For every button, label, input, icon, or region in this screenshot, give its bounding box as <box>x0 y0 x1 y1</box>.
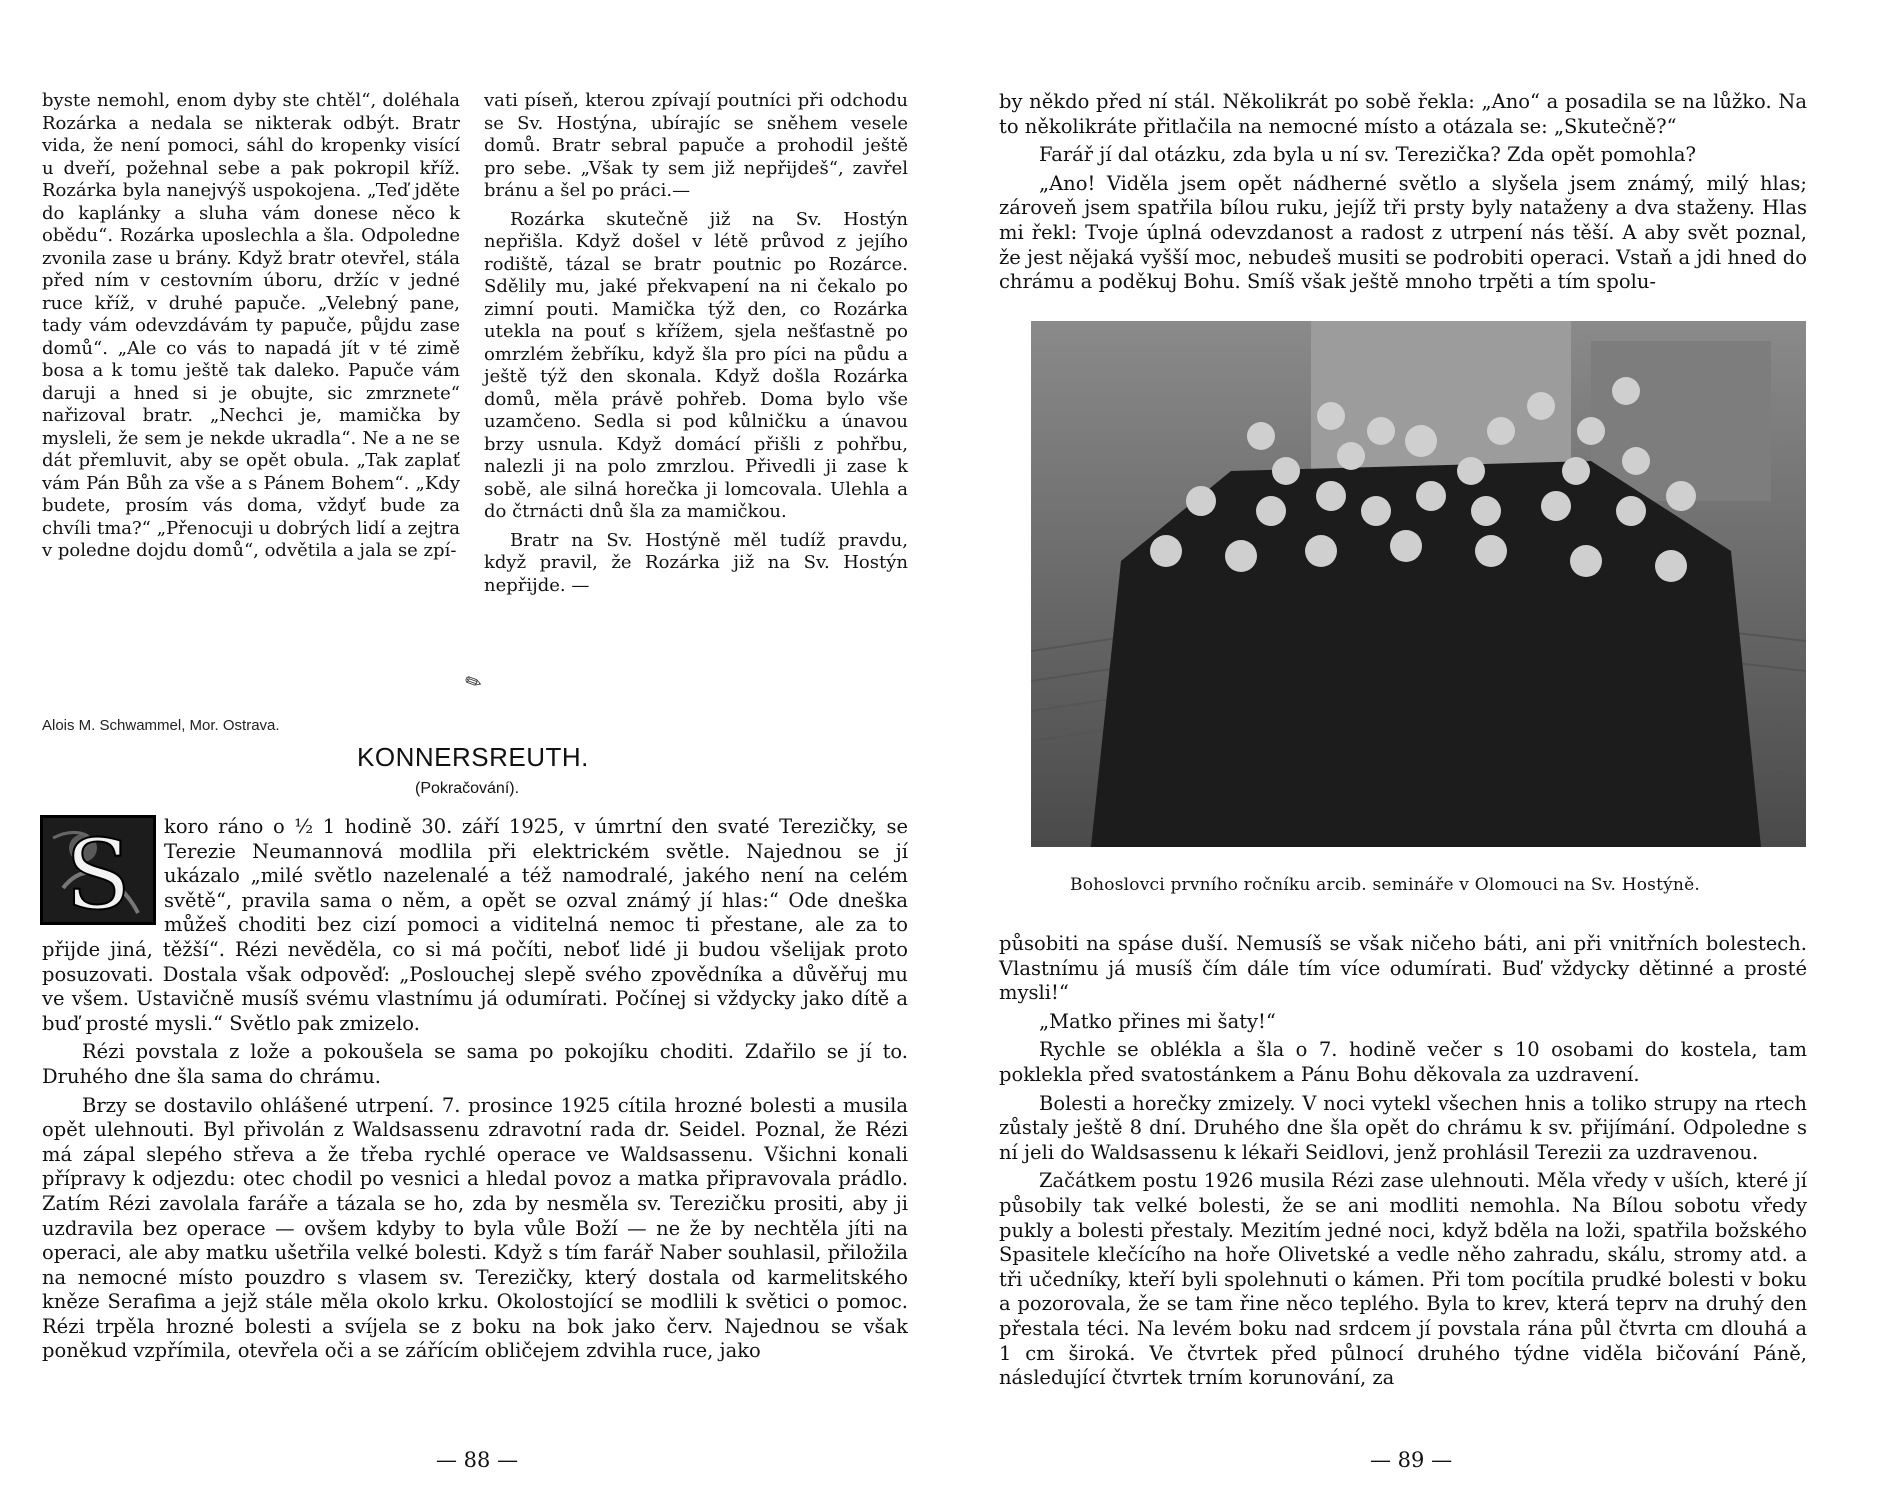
intro-paragraph: Brzy se dostavilo ohlášené utrpení. 7. prosince 1925 cítila hrozné bolesti a musila opět ulehnouti. Byl přivolán z Waldsassenu zdravotní rada dr. Seidel. Poznal, že Rézi má zápal slepého střeva a že třeba rychlé operace ve Waldsassenu. Všichni konali přípravy k odjezdu: otec chodil po vesnici a hledal povoz a matka připravovala prádlo. Zatím Rézi zavolala faráře a tázala se ho, zda by nesměla sv. Terezičku prositi, aby ji uzdravila bez operace — ovšem kdyby to byla vůle Boží — ne že by nechtěla jíti na operaci, ale aby matku ušetřila velké bolesti. Když s tím farář Naber souhlasil, přiložila na nemocné místo pouzdro s vlasem sv. Terezičky, který dostala od karmelitského kněze Serafima a jejž stále měla okolo krku. Okolostojící se modlili k světici o pomoc. Rézi trpěla hrozné bolesti a svíjela se z boku na bok jako červ. Najednou se však poněkud vzpřímila, otevřela oči a se zářícím obličejem zdvihla ruce, jako <box>42 1093 908 1363</box>
right-paragraph: Farář jí dal otázku, zda byla u ní sv. Terezička? Zda opět pomohla? <box>1039 143 1696 167</box>
right-paragraph: působiti na spáse duší. Nemusíš se však ničeho báti, ani při vnitřních bolestech. Vlastnímu já musíš čím dále tím více odumírati. Buď vždycky dětinné a prosté mysli!“ <box>999 932 1807 1005</box>
left-col2-paragraph: Rozárka skutečně již na Sv. Hostýn nepřišla. Když došel v létě průvod z jejího rodiště, tázal se bratr poutnic po Rozárce. Sdělily mu, jaké překvapení na ni čekalo po zimní pouti. Mamička týž den, co Rozárka utekla na pouť s křížem, sjela nešťastně po omrzlém žebříku, když šla pro píci na půdu a ještě týž den skonala. Když došla Rozárka domů, měla právě pohřeb. Doma bylo vše uzamčeno. Sedla si pod kůlničku a únavou brzy usnula. Když domácí přišli z pohřbu, nalezli ji na polo zmrzlou. Přivedli ji zase k sobě, ale silná horečka ji lomcovala. Ulehla a do čtrnácti dnů šla za mamičkou. <box>484 208 908 522</box>
left-column-2 <box>484 90 908 597</box>
right-bottom-text <box>999 932 1807 1391</box>
photo-caption: Bohoslovci prvního ročníku arcib. semináře v Olomouci na Sv. Hostýně. <box>1070 875 1700 895</box>
dropcap-letter: S <box>65 819 131 922</box>
right-paragraph: by někdo před ní stál. Několikrát po sobě řekla: „Ano“ a posadila se na lůžko. Na to několikráte přitlačila na nemocné místo a otázala se: „Skutečně?“ <box>999 90 1807 138</box>
left-main-text <box>42 815 908 1364</box>
right-top-text <box>999 90 1807 295</box>
intro-paragraph: Rézi povstala z lože a pokoušela se sama po pokojíku choditi. Zdařilo se jí to. Druhého dne šla sama do chrámu. <box>42 1040 908 1088</box>
left-column-1 <box>42 90 460 563</box>
left-col2-paragraph: Bratr na Sv. Hostýně měl tudíž pravdu, když pravil, že Rozárka již na Sv. Hostýn nepřijde. — <box>484 529 908 596</box>
right-paragraph: Bolesti a horečky zmizely. V noci vytekl všechen hnis a toliko strupy na rtech zůstaly ještě 8 dní. Druhého dne šla opět do chrámu k sv. přijímání. Odpoledne s ní jeli do Waldsassenu k lékaři Seidlovi, jenž prohlásil Terezii za uzdravenou. <box>999 1091 1807 1164</box>
right-paragraph: „Ano! Viděla jsem opět nádherné světlo a slyšela jsem známý, milý hlas; zároveň jsem spatřila bílou ruku, jejíž tři prsty byly nataženy a dva staženy. Hlas mi řekl: Tvoje úplná odevzdanost a radost z utrpení nás těší. A aby svět poznal, že jest nějaká vyšší moc, nebudeš musiti se podrobiti operaci. Vstaň a jdi hned do chrámu a poděkuj Bohu. Smíš však ještě mnoho trpěti a tím spolu- <box>999 171 1807 294</box>
article-subtitle: (Pokračování). <box>415 780 520 797</box>
article-author: Alois M. Schwammel, Mor. Ostrava. <box>42 717 280 734</box>
left-col1-text: byste nemohl, enom dyby ste chtěl“, doléhala Rozárka a nedala se nikterak odbýt. Bratr vida, že není pomoci, sáhl do kropenky visící u dveří, požehnal sebe a pak pokropil kříž. Rozárka byla nanejvýš uspokojena. „Teď jděte do kaplánky a sluha vám donese něco k obědu“. Rozárka uposlechla a šla. Odpoledne zvonila zase u brány. Když bratr otevřel, stála před ním v cestovním úboru, držíc v jedné ruce kříž, v druhé papuče. „Velebný pane, tady vám odevzdávám ty papuče, půjdu zase domů“. „Ale co vás to napadá jít v té zimě bosa a k tomu ještě tak daleko. Papuče vám daruji a hned si je obujte, sic zmrznete“ nařizoval bratr. „Nechci je, mamička by mysleli, že sem je nekde ukradla“. Ne a ne se dát přemluvit, aby se opět obula. „Tak zaplať vám Pán Bůh za vše a s Pánem Bohem“. „Kdy budete, prosím vás doma, vždyť bude za chvíli tma?“ „Přenocuji u dobrých lidí a zejtra v poledne dojdu domů“, odvětila a jala se zpí- <box>42 90 460 561</box>
intro-paragraph: koro ráno o ½ 1 hodině 30. září 1925, v úmrtní den svaté Terezičky, se Terezie Neumannová modlila při elektrickém světle. Najednou se jí ukázalo „milé světlo nazelenalé a též namodralé, jakého není na celém světě“, pravila sama o něm, a opět se ozval známý jí hlas:“ Ode dneška můžeš choditi bez cizí pomoci a viditelná nemoc ti přestane, ale za to přijde jiná, těžší“. Rézi nevěděla, co si má počíti, neboť lidé ji budou všelijak proto posuzovati. Dostala však odpověď: „Poslouchej slepě svého zpovědníka a důvěřuj mu ve všem. Ustavičně musíš svému vlastnímu já odumírati. Počínej si vždycky jako dítě a buď prosté mysli.“ Světlo pak zmizelo. <box>42 815 908 1035</box>
right-paragraph: „Matko přines mi šaty!“ <box>1039 1009 1276 1033</box>
right-paragraph: Začátkem postu 1926 musila Rézi zase ulehnouti. Měla vředy v uších, které jí působily tak velké bolesti, že se ani modliti nemohla. Na Bílou sobotu vředy pukly a bolesti přestaly. Mezitím jedné noci, když bděla na loži, spatřila božského Spasitele klečícího na hoře Olivetské a vedle něho zahradu, skálu, stromy atd. a tři učedníky, kteří byli spolehnuti o kámen. Při tom pocítila prudké bolesti v boku a pozorovala, že se tam řine něco teplého. Byla to krev, která teprv na druhý den přestala téci. Na levém boku nad srdcem jí povstala rána půl čtvrta cm dlouhá a 1 cm široká. Ve čtvrtek před půlnocí druhého týdne viděla bičování Páně, následující čtvrtek trním korunování, za <box>999 1169 1807 1390</box>
left-col2-paragraph: vati píseň, kterou zpívají poutníci při odchodu se Sv. Hostýna, ubírajíc se sněhem vesele domů. Bratr sebral papuče a prohodil ještě pro sebe. „Však ty sem již nepřijdeš“, zavřel bránu a šel po práci.— <box>484 90 908 201</box>
group-photo <box>1031 321 1806 847</box>
right-paragraph: Rychle se oblékla a šla o 7. hodině večer s 10 osobami do kostela, tam poklekla před svatostánkem a Pánu Bohu děkovala za uzdravení. <box>999 1038 1807 1086</box>
seminarians-photo-icon <box>1031 321 1806 847</box>
page-number-left: — 88 — <box>436 1448 519 1472</box>
page-number-right: — 89 — <box>1370 1448 1453 1472</box>
article-title: KONNERSREUTH. <box>357 742 589 772</box>
ornament-flourish: ✎ <box>460 667 487 697</box>
